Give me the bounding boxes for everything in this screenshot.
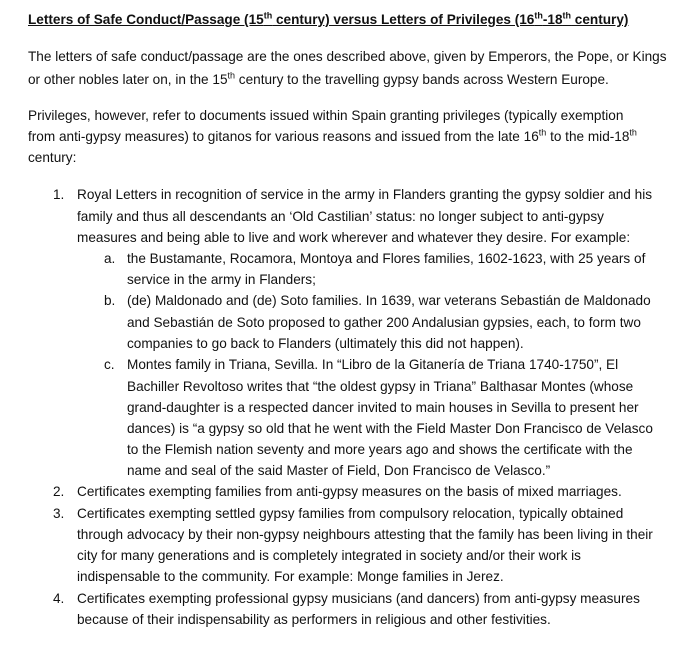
paragraph-line [28,70,609,90]
heading-superscript: th [263,10,273,21]
paragraph-text: or other nobles later on, in the 15 [28,72,228,87]
sublist-item-line: Bachiller Revoltoso writes that “the oldest gypsy in Triana” Balthasar Montes (whose [127,379,634,394]
heading-superscript: th [562,10,572,21]
list-item-line: because of their indispensability as performers in religious and other festivities. [77,612,551,627]
sublist-letter: b. [104,293,116,308]
list-number: 3. [53,506,65,521]
sublist-item-line: the Bustamante, Rocamora, Montoya and Flores families, 1602-1623, with 25 years of [127,251,646,266]
paragraph-line: century: [28,150,77,165]
sublist-item-line: companies to go back to Flanders (ultimately this did not happen). [127,336,524,351]
list-item-line: through advocacy by their non-gypsy neighbours attesting that the family has been living in their [77,527,653,542]
sublist-letter: a. [104,251,116,266]
sublist-item-line: grand-daughter is a respected dancer invited to main houses in Sevilla to present her [127,400,639,415]
list-number: 4. [53,591,65,606]
list-number: 2. [53,484,65,499]
paragraph-text: from anti-gypsy measures) to gitanos for various reasons and issued from the late 16 [28,129,539,144]
list-item-line: Royal Letters in recognition of service in the army in Flanders granting the gypsy soldier and his [77,187,653,202]
sublist-item-line: name and seal of the said Master of Field, Don Francisco de Velasco.” [127,463,551,478]
sublist-item-line: to the Flemish nation seventy and more years ago and shows the certificate with the [127,442,633,457]
sublist-letter: c. [104,357,115,372]
paragraph-line: Privileges, however, refer to documents issued within Spain granting privileges (typically exemption [28,108,624,123]
list-item-line: indispensable to the community. For example: Monge families in Jerez. [77,569,504,584]
heading-text: Letters of Safe Conduct/Passage (15 [28,12,264,27]
heading-text: -18 [542,12,563,27]
sublist-item-line: (de) Maldonado and (de) Soto families. In 1639, war veterans Sebastián de Maldonado [127,293,651,308]
paragraph-superscript: th [629,127,637,138]
list-item-line: Certificates exempting settled gypsy families from compulsory relocation, typically obtained [77,506,624,521]
paragraph-superscript: th [227,70,236,81]
list-item-line: Certificates exempting professional gypsy musicians (and dancers) from anti-gypsy measures [77,591,640,606]
paragraph-line: The letters of safe conduct/passage are the ones described above, given by Emperors, the Pope, or Kings [28,49,667,64]
heading-text: century) [571,12,629,27]
paragraph-text: to the mid-18 [546,129,630,144]
paragraph-text: century to the travelling gypsy bands across Western Europe. [235,72,609,87]
list-item-line: measures and being able to live and work wherever and whatever they desire. For example: [77,230,631,245]
list-number: 1. [53,187,65,202]
sublist-item-line: service in the army in Flanders; [127,272,316,287]
heading-text: century) versus Letters of Privileges (16 [272,12,535,27]
heading-superscript: th [534,10,543,21]
sublist-item-line: dances) is “a gypsy so old that he went with the Field Master Don Francisco de Velasco [127,421,653,436]
paragraph-superscript: th [538,127,547,138]
sublist-item-line: Montes family in Triana, Sevilla. In “Libro de la Gitanería de Triana 1740-1750”, El [127,357,619,372]
list-item-line: city for many generations and is completely integrated in society and/or their work is [77,548,581,563]
list-item-line: Certificates exempting families from anti-gypsy measures on the basis of mixed marriages. [77,484,622,499]
list-item-line: family and thus all descendants an ‘Old Castilian’ status: no longer subject to anti-gypsy [77,209,604,224]
document-heading [28,10,628,30]
sublist-item-line: and Sebastián de Soto proposed to gather 200 Andalusian gypsies, each, to form two [127,315,641,330]
paragraph-line [28,127,637,147]
